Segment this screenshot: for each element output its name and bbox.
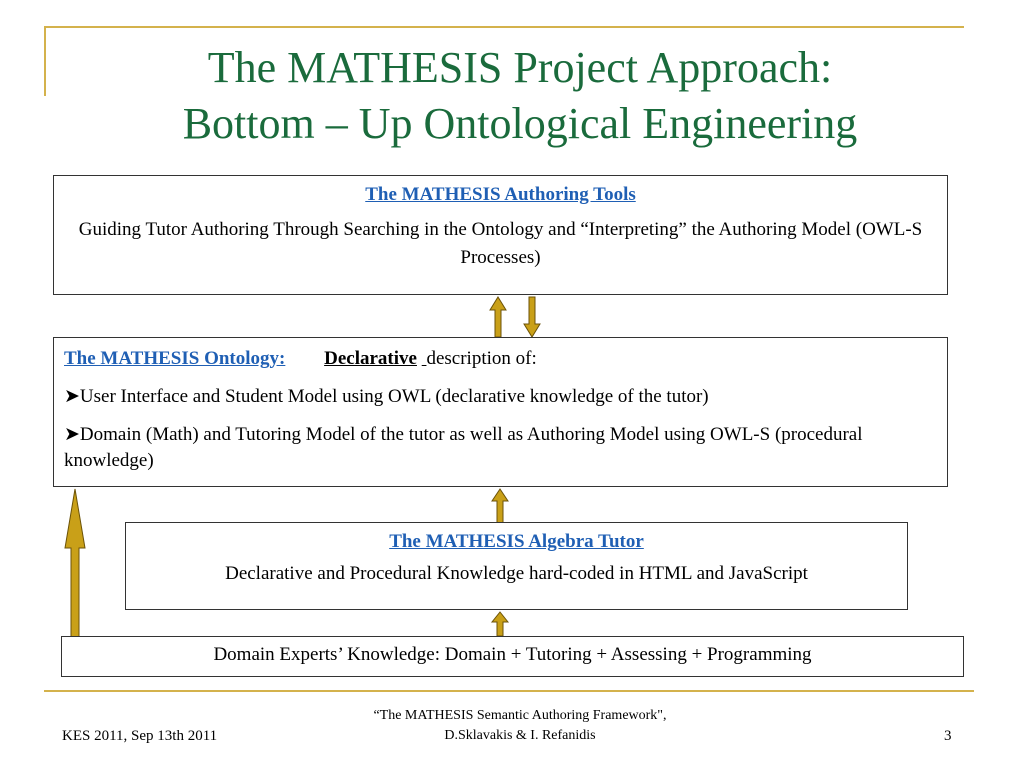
algebra-tutor-box [125,522,908,610]
up-arrow-icon [490,488,510,524]
domain-experts-text: Domain Experts’ Knowledge: Domain + Tutoring + Assessing + Programming [213,644,812,665]
footer-citation [350,706,690,746]
bottom-decor-line [44,690,974,692]
footer-citation-line-1: “The MATHESIS Semantic Authoring Framework", [373,708,667,723]
ontology-bullet-1 [64,384,937,410]
algebra-tutor-body: Declarative and Procedural Knowledge hard-coded in HTML and JavaScript [225,563,808,584]
domain-experts-box [61,636,964,677]
bullet-1-text: User Interface and Student Model using OWL (declarative knowledge of the tutor) [79,386,709,407]
declarative-label: Declarative [324,348,417,369]
bullet-2-text: Domain (Math) and Tutoring Model of the tutor as well as Authoring Model using OWL-S (procedural knowledge) [64,424,863,471]
slide-title [60,40,980,152]
arrow-bullet-icon: ➤ [64,424,80,445]
algebra-tutor-link[interactable]: The MATHESIS Algebra Tutor [389,531,644,552]
top-decor-line [44,26,964,28]
up-arrow-icon [488,296,508,338]
down-arrow-icon [522,296,542,338]
arrow-bullet-icon: ➤ [64,386,80,407]
title-line-1: The MATHESIS Project Approach: [207,43,833,92]
tall-up-arrow-icon [63,488,87,638]
footer-conference: KES 2011, Sep 13th 2011 [62,728,218,744]
authoring-tools-link[interactable]: The MATHESIS Authoring Tools [365,184,636,205]
ontology-link[interactable]: The MATHESIS Ontology: [64,348,286,369]
authoring-tools-body: Guiding Tutor Authoring Through Searching in the Ontology and “Interpreting” the Authoring Model (OWL-S Processes) [78,219,923,268]
title-line-2: Bottom – Up Ontological Engineering [182,99,858,148]
ontology-bullet-2 [64,422,937,474]
page-number: 3 [944,728,952,744]
left-decor-line [44,26,46,96]
up-arrow-icon [490,611,510,637]
ontology-box [53,337,948,487]
footer-citation-line-2: D.Sklavakis & I. Refanidis [444,728,596,743]
authoring-tools-box [53,175,948,295]
description-text: description of: [426,348,537,369]
